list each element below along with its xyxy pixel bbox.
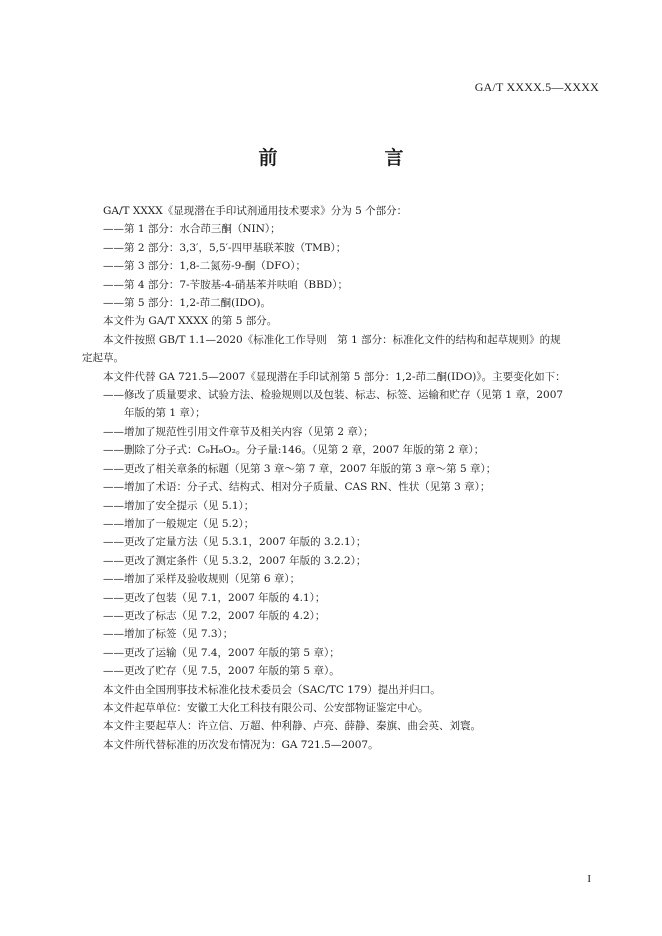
- page-number: I: [587, 873, 591, 885]
- replaces-paragraph: 本文件代替 GA 721.5—2007《显现潜在手印试剂第 5 部分：1,2-茚二酮(IDO)》。主要变化如下：: [103, 370, 566, 383]
- change-item: ——更改了相关章条的标题（见第 3 章～第 7 章，2007 年版的第 3 章～第 5 章）；: [103, 462, 497, 475]
- foreword-body: [82, 202, 600, 754]
- change-item: ——增加了术语：分子式、结构式、相对分子质量、CAS RN、性状（见第 3 章）；: [103, 481, 491, 494]
- change-item: ——增加了标签（见 7.3）；: [103, 628, 234, 641]
- change-item: ——更改了标志（见 7.2，2007 年版的 4.2）；: [103, 609, 326, 622]
- change-item: ——更改了包装（见 7.1，2007 年版的 4.1）；: [103, 591, 326, 604]
- drafting-rules-line-2: 定起草。: [82, 352, 124, 365]
- proposer-paragraph: 本文件由全国刑事技术标准化技术委员会（SAC/TC 179）提出并归口。: [103, 683, 441, 696]
- change-item: ——增加了采样及验收规则（见第 6 章）；: [103, 573, 301, 586]
- history-paragraph: 本文件所代替标准的历次发布情况为：GA 721.5—2007。: [103, 738, 379, 751]
- part-list-item: ——第 4 部分：7-苄胺基-4-硝基苯并呋咱（BBD）；: [103, 278, 348, 291]
- change-item: ——更改了测定条件（见 5.3.2，2007 年版的 3.2.2）；: [103, 554, 367, 567]
- change-item: ——增加了安全提示（见 5.1）；: [103, 499, 255, 512]
- change-item: ——增加了规范性引用文件章节及相关内容（见第 2 章）；: [103, 425, 374, 438]
- standard-code: GA/T XXXX.5—XXXX: [474, 80, 599, 94]
- drafting-rules-line-1: 本文件按照 GB/T 1.1—2020《标准化工作导则 第 1 部分：标准化文件的结构和起草规则》的规: [103, 333, 561, 346]
- drafters-paragraph: 本文件主要起草人：许立信、万超、仲利静、卢亮、薛静、秦旗、曲会英、刘寰。: [103, 720, 481, 733]
- part-list-item: ——第 5 部分：1,2-茚二酮(IDO)。: [103, 297, 271, 310]
- page-title: 前 言: [258, 147, 448, 169]
- intro-paragraph: GA/T XXXX《显现潜在手印试剂通用技术要求》分为 5 个部分：: [103, 205, 408, 217]
- change-item: [82, 386, 600, 404]
- change-item-continuation: [82, 404, 600, 422]
- part-list-item: ——第 3 部分：1,8-二氮芴-9-酮（DFO）；: [103, 260, 306, 273]
- change-item: ——更改了运输（见 7.4，2007 年版的第 5 章）；: [103, 646, 340, 659]
- change-item-line: ——修改了质量要求、试验方法、检验规则以及包装、标志、标签、运输和贮存（见第 1 章，2007: [103, 389, 564, 402]
- change-item: ——删除了分子式：C₉H₆O₂。分子量:146。（见第 2 章，2007 年版的第 2 章）；: [103, 444, 485, 457]
- this-part-paragraph: 本文件为 GA/T XXXX 的第 5 部分。: [103, 315, 278, 328]
- change-item: ——增加了一般规定（见 5.2）；: [103, 517, 255, 530]
- change-item: ——更改了贮存（见 7.5，2007 年版的第 5 章）。: [103, 665, 340, 678]
- drafting-units-paragraph: 本文件起草单位：安徽工大化工科技有限公司、公安部物证鉴定中心。: [103, 701, 429, 714]
- change-item-line: 年版的第 1 章）；: [124, 407, 206, 420]
- part-list-item: ——第 1 部分：水合茚三酮（NIN）；: [103, 223, 281, 236]
- part-list-item: ——第 2 部分：3,3′，5,5′-四甲基联苯胺（TMB）；: [103, 241, 347, 254]
- change-item: ——更改了定量方法（见 5.3.1，2007 年版的 3.2.1）；: [103, 536, 367, 549]
